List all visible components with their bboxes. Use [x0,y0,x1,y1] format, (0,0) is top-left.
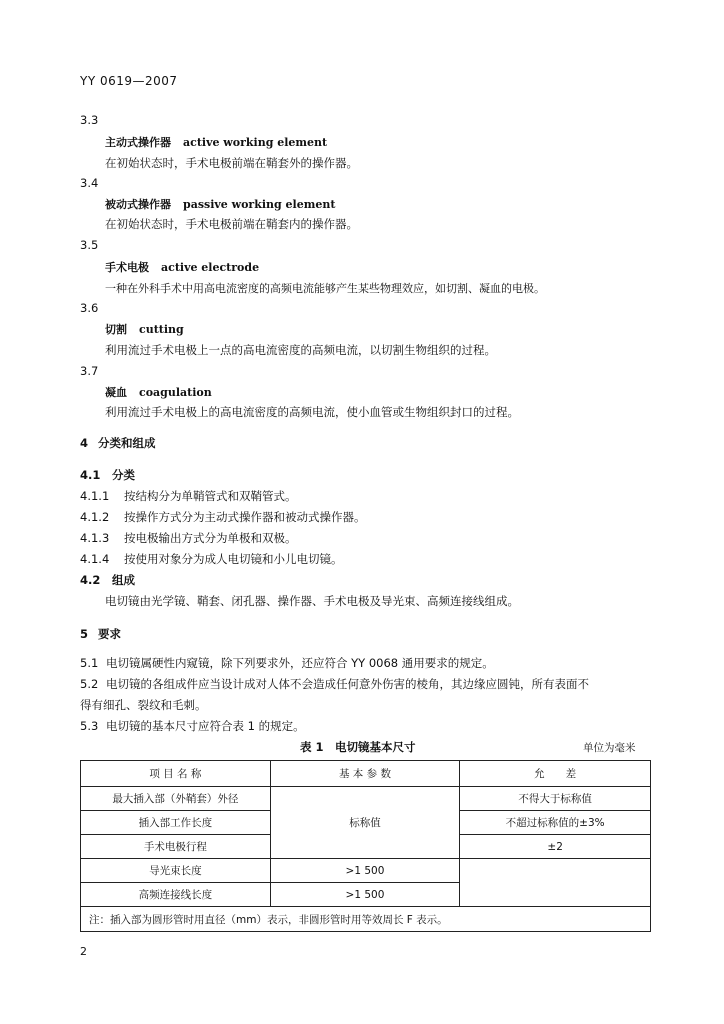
table-header-cell: 项 目 名 称 [81,761,271,787]
paragraph-text: 电切镜的各组成件应当设计成对人体不会造成任何意外伤害的棱角，其边缘应圆钝，所有表面不 [106,677,589,691]
table-cell: >1 500 [270,883,460,907]
table-cell: 不得大于标称值 [460,787,651,811]
term-definition: 利用流过手术电极上的高电流密度的高频电流，使小血管或生物组织封口的过程。 [105,405,519,419]
table-note-row [81,907,651,932]
table-cell: 插入部工作长度 [81,811,271,835]
table-cell: 导光束长度 [81,859,271,883]
term-zh: 主动式操作器 [105,136,171,149]
table-header-cell: 基 本 参 数 [270,761,460,787]
section-title: 分类和组成 [98,436,156,450]
term-heading [105,134,327,150]
table-cell-merged: 标称值 [270,787,460,859]
classification-item [80,509,366,525]
section-heading [80,435,156,451]
paragraph-text: 电切镜属硬性内窥镜，除下列要求外，还应符合 YY 0068 通用要求的规定。 [106,656,494,670]
table-cell: ±2 [460,835,651,859]
standard-code: YY 0619—2007 [80,74,178,88]
classification-item [80,530,297,546]
term-zh: 手术电极 [105,261,149,274]
section-heading [80,626,121,642]
classification-item [80,488,297,504]
item-text: 按操作方式分为主动式操作器和被动式操作器。 [124,510,366,524]
clause-number: 3.6 [80,301,99,315]
composition-text: 电切镜由光学镜、鞘套、闭孔器、操作器、手术电极及导光束、高频连接线组成。 [105,594,519,608]
item-number: 4.1.2 [80,510,110,524]
requirement-paragraph [80,655,494,671]
term-en: cutting [139,323,184,336]
term-en: active electrode [161,261,260,274]
dimensions-table [80,760,651,932]
term-en: active working element [183,136,328,149]
table-cell: >1 500 [270,859,460,883]
term-heading [105,259,259,275]
term-heading [105,384,212,400]
table-note: 注：插入部为圆形管时用直径（mm）表示，非圆形管时用等效周长 F 表示。 [81,907,651,932]
item-number: 4.1.3 [80,531,110,545]
table-header-cell: 允 差 [460,761,651,787]
term-zh: 凝血 [105,386,127,399]
paragraph-number: 5.1 [80,656,99,670]
section-title: 要求 [98,627,121,641]
table-cell: 最大插入部（外鞘套）外径 [81,787,271,811]
item-text: 按使用对象分为成人电切镜和小儿电切镜。 [124,552,343,566]
paragraph-number: 5.3 [80,719,99,733]
table-cell-empty [460,859,651,907]
subsection-number: 4.1 [80,468,101,482]
subsection-heading [80,572,135,588]
paragraph-continuation: 得有细孔、裂纹和毛刺。 [80,698,207,712]
subsection-number: 4.2 [80,573,101,587]
clause-number: 3.5 [80,238,99,252]
classification-item [80,551,343,567]
item-text: 按结构分为单鞘管式和双鞘管式。 [124,489,297,503]
term-definition: 在初始状态时，手术电极前端在鞘套外的操作器。 [105,156,358,170]
paragraph-text: 电切镜的基本尺寸应符合表 1 的规定。 [106,719,305,733]
table-cell: 手术电极行程 [81,835,271,859]
clause-number: 3.4 [80,176,99,190]
table-row [81,787,651,811]
item-number: 4.1.1 [80,489,110,503]
item-text: 按电极输出方式分为单极和双极。 [124,531,297,545]
table-cell: 不超过标称值的±3% [460,811,651,835]
term-definition: 利用流过手术电极上一点的高电流密度的高频电流，以切割生物组织的过程。 [105,343,496,357]
term-en: coagulation [139,386,212,399]
term-en: passive working element [183,198,336,211]
subsection-title: 组成 [112,573,135,587]
subsection-heading [80,467,135,483]
term-zh: 被动式操作器 [105,198,171,211]
page-number: 2 [80,945,87,958]
clause-number: 3.3 [80,113,99,127]
paragraph-number: 5.2 [80,677,99,691]
clause-number: 3.7 [80,364,99,378]
subsection-title: 分类 [112,468,135,482]
term-heading [105,196,335,212]
term-definition: 在初始状态时，手术电极前端在鞘套内的操作器。 [105,217,358,231]
requirement-paragraph [80,718,305,734]
term-heading [105,321,184,337]
table-caption: 表 1 电切镜基本尺寸 [300,740,416,754]
term-definition: 一种在外科手术中用高电流密度的高频电流能够产生某些物理效应，如切割、凝血的电极。 [105,282,545,295]
table-unit: 单位为毫米 [583,742,636,754]
section-number: 4 [80,436,89,450]
table-cell: 高频连接线长度 [81,883,271,907]
term-zh: 切割 [105,323,127,336]
requirement-paragraph [80,676,589,692]
item-number: 4.1.4 [80,552,110,566]
table-row [81,859,651,883]
section-number: 5 [80,627,89,641]
table-header-row [81,761,651,787]
